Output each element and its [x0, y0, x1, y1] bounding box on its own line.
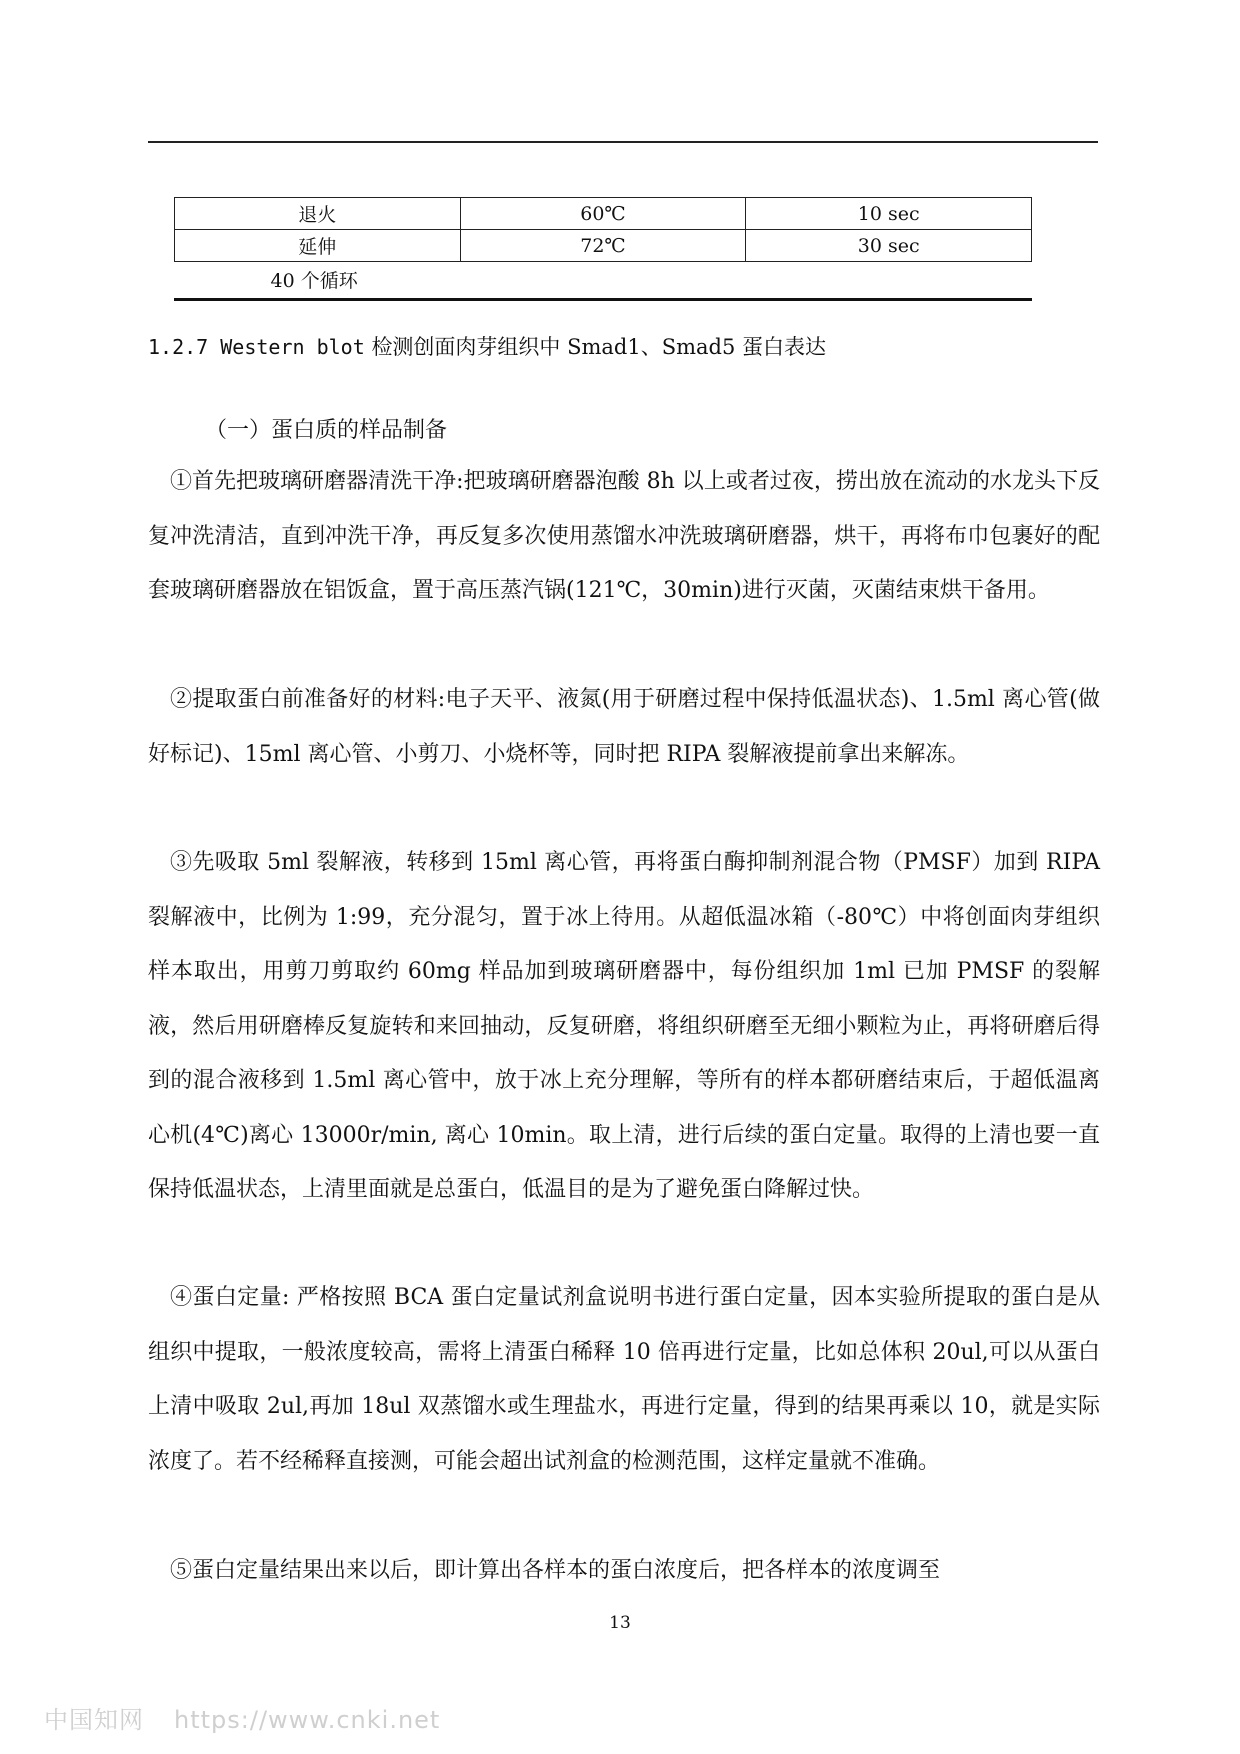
section-number: 1.2.7 Western blot: [148, 335, 365, 359]
header-rule: [148, 141, 1098, 143]
cnki-watermark: [44, 1700, 440, 1735]
watermark-logo-text: 中国知网: [44, 1706, 144, 1734]
subsection-heading: （一）蛋白质的样品制备: [205, 418, 448, 443]
paragraph-1: ①首先把玻璃研磨器清洗干净:把玻璃研磨器泡酸 8h 以上或者过夜，捞出放在流动的水龙头下反复冲洗清洁，直到冲洗干净，再反复多次使用蒸馏水冲洗玻璃研磨器，烘干，再将布巾包裹好的配套玻璃研磨器放在铝饭盒，置于高压蒸汽锅(121℃，30min)进行灭菌，灭菌结束烘干备用。: [148, 469, 1100, 603]
paragraph-2: ②提取蛋白前准备好的材料:电子天平、液氮(用于研磨过程中保持低温状态)、1.5ml 离心管(做好标记)、15ml 离心管、小剪刀、小烧杯等，同时把 RIPA 裂解液提前拿出来解冻。: [148, 687, 1100, 767]
duration-cell: 30 sec: [746, 230, 1032, 262]
table-row: [175, 230, 1032, 262]
duration-cell: 10 sec: [746, 198, 1032, 230]
section-heading: [148, 331, 826, 361]
table-bottom-rule: [174, 298, 1032, 301]
temperature-cell: 60℃: [460, 198, 746, 230]
cycles-row: [175, 262, 1032, 297]
section-title: 检测创面肉芽组织中 Smad1、Smad5 蛋白表达: [371, 335, 827, 359]
step-cell: 退火: [175, 198, 461, 230]
paragraph-4: ④蛋白定量: 严格按照 BCA 蛋白定量试剂盒说明书进行蛋白定量，因本实验所提取的蛋白是从组织中提取，一般浓度较高，需将上清蛋白稀释 10 倍再进行定量，比如总体积 20ul,可以从蛋白上清中吸取 2ul,再加 18ul 双蒸馏水或生理盐水，再进行定量，得到的结果再乘以 10，就是实际浓度了。若不经稀释直接测，可能会超出试剂盒的检测范围，这样定量就不准确。: [148, 1285, 1100, 1474]
table-row: [175, 198, 1032, 230]
paragraph-3: ③先吸取 5ml 裂解液，转移到 15ml 离心管，再将蛋白酶抑制剂混合物（PMSF）加到 RIPA 裂解液中，比例为 1:99，充分混匀，置于冰上待用。从超低温冰箱（-80℃）中将创面肉芽组织样本取出，用剪刀剪取约 60mg 样品加到玻璃研磨器中，每份组织加 1ml 已加 PMSF 的裂解液，然后用研磨棒反复旋转和来回抽动，反复研磨，将组织研磨至无细小颗粒为止，再将研磨后得到的混合液移到 1.5ml 离心管中，放于冰上充分理解，等所有的样本都研磨结束后，于超低温离心机(4℃)离心 13000r/min, 离心 10min。取上清，进行后续的蛋白定量。取得的上清也要一直保持低温状态，上清里面就是总蛋白，低温目的是为了避免蛋白降解过快。: [148, 850, 1100, 1202]
page-number: 13: [609, 1613, 631, 1633]
step-cell: 延伸: [175, 230, 461, 262]
temperature-cell: 72℃: [460, 230, 746, 262]
watermark-url: https://www.cnki.net: [174, 1706, 441, 1734]
cycles-count: 40 个循环: [270, 269, 358, 292]
paragraph-5: ⑤蛋白定量结果出来以后，即计算出各样本的蛋白浓度后，把各样本的浓度调至: [170, 1558, 941, 1583]
pcr-program-table: [174, 197, 1032, 296]
